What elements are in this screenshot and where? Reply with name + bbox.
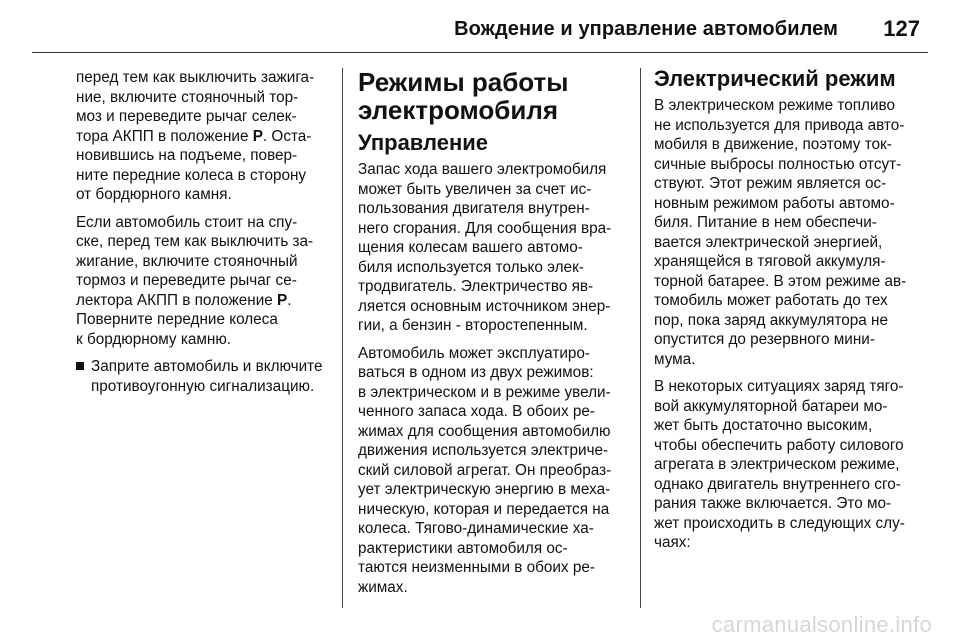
page-header (0, 0, 960, 52)
paragraph-parking-downhill (76, 213, 326, 350)
subsection-title: Управление (358, 130, 489, 155)
bullet-item-lock-car (76, 357, 326, 396)
paragraph-electric-mode: В электрическом режиме топливо не используется для привода авто- мобиля в движение, поэтому ток- сичные выбросы полностью отсут- ствуют. Этот режим является ос- новным режимом работы автомо- биля. Питание в нем обеспечи- вается электрической энергией, хранящейся в тяговой аккумуля- торной батарее. В этом режиме ав- томобиль может работать до тех пор, пока заряд аккумулятора не опустится до резервного мини- мума. (654, 97, 907, 368)
paragraph-situations: В некоторых ситуациях заряд тяго- вой аккумуляторной батареи мо- жет быть достаточно высоким, чтобы обеспечить работу силового агрегата в электрическом режиме, однако двигатель внутреннего сго- рания также включается. Это мо- жет происходить в следующих слу- чаях: (654, 378, 905, 551)
column-divider (342, 68, 343, 608)
watermark: carmanualsonline.info (711, 612, 932, 637)
paragraph-range: Запас хода вашего электромобиля может быть увеличен за счет ис- пользования двигателя внутрен- него сгорания. Для сообщения вра- щения колесам вашего автомо- биля используется только элек- тродвигатель. Электричество яв- ляется основным источником энер- гии, а бензин - второстепенным. (358, 161, 612, 334)
gear-position-p: P (277, 291, 288, 309)
column-left (76, 68, 326, 404)
paragraph-text: перед тем как выключить зажига- ние, включите стояночный тор- моз и переведите рычаг селек- тора АКПП в положение (76, 69, 315, 145)
gear-position-p: P (252, 127, 263, 145)
paragraph-text: . Поверните передние колеса к бордюрному камню. (76, 291, 292, 348)
page-number: 127 (883, 16, 920, 41)
column-right (654, 68, 930, 561)
bullet-square-icon (76, 362, 84, 370)
electric-mode-title: Электрический режим (654, 66, 896, 91)
column-divider (640, 68, 641, 608)
paragraph-text: . Оста- новившись на подъеме, повер- ните передние колеса в сторону от бордюрного камня. (76, 127, 312, 203)
section-title: Режимы работы электромобиля (358, 67, 569, 125)
bullet-text: Заприте автомобиль и включите противоугонную сигнализацию. (91, 358, 323, 395)
header-divider (32, 52, 928, 53)
paragraph-modes: Автомобиль может эксплуатиро- ваться в одном из двух режимов: в электрическом и в режиме увели- ченного запаса хода. В обоих ре- жимах для сообщения автомобилю движения используется электриче- ский силовой агрегат. Он преобраз- ует электрическую энергию в меха- ническую, которая и передается на колеса. Тягово-динамические ха- рактеристики автомобиля ос- таются неизменными в обоих ре- жимах. (358, 344, 612, 596)
paragraph-parking-uphill (76, 68, 326, 205)
column-middle (358, 68, 630, 605)
paragraph-text: Если автомобиль стоит на спу- ске, перед тем как выключить за- жигание, включите стояночный тормоз и переведите рычаг се- лектора АКПП в положение (76, 213, 314, 309)
page-title: Вождение и управление автомобилем (454, 18, 838, 40)
